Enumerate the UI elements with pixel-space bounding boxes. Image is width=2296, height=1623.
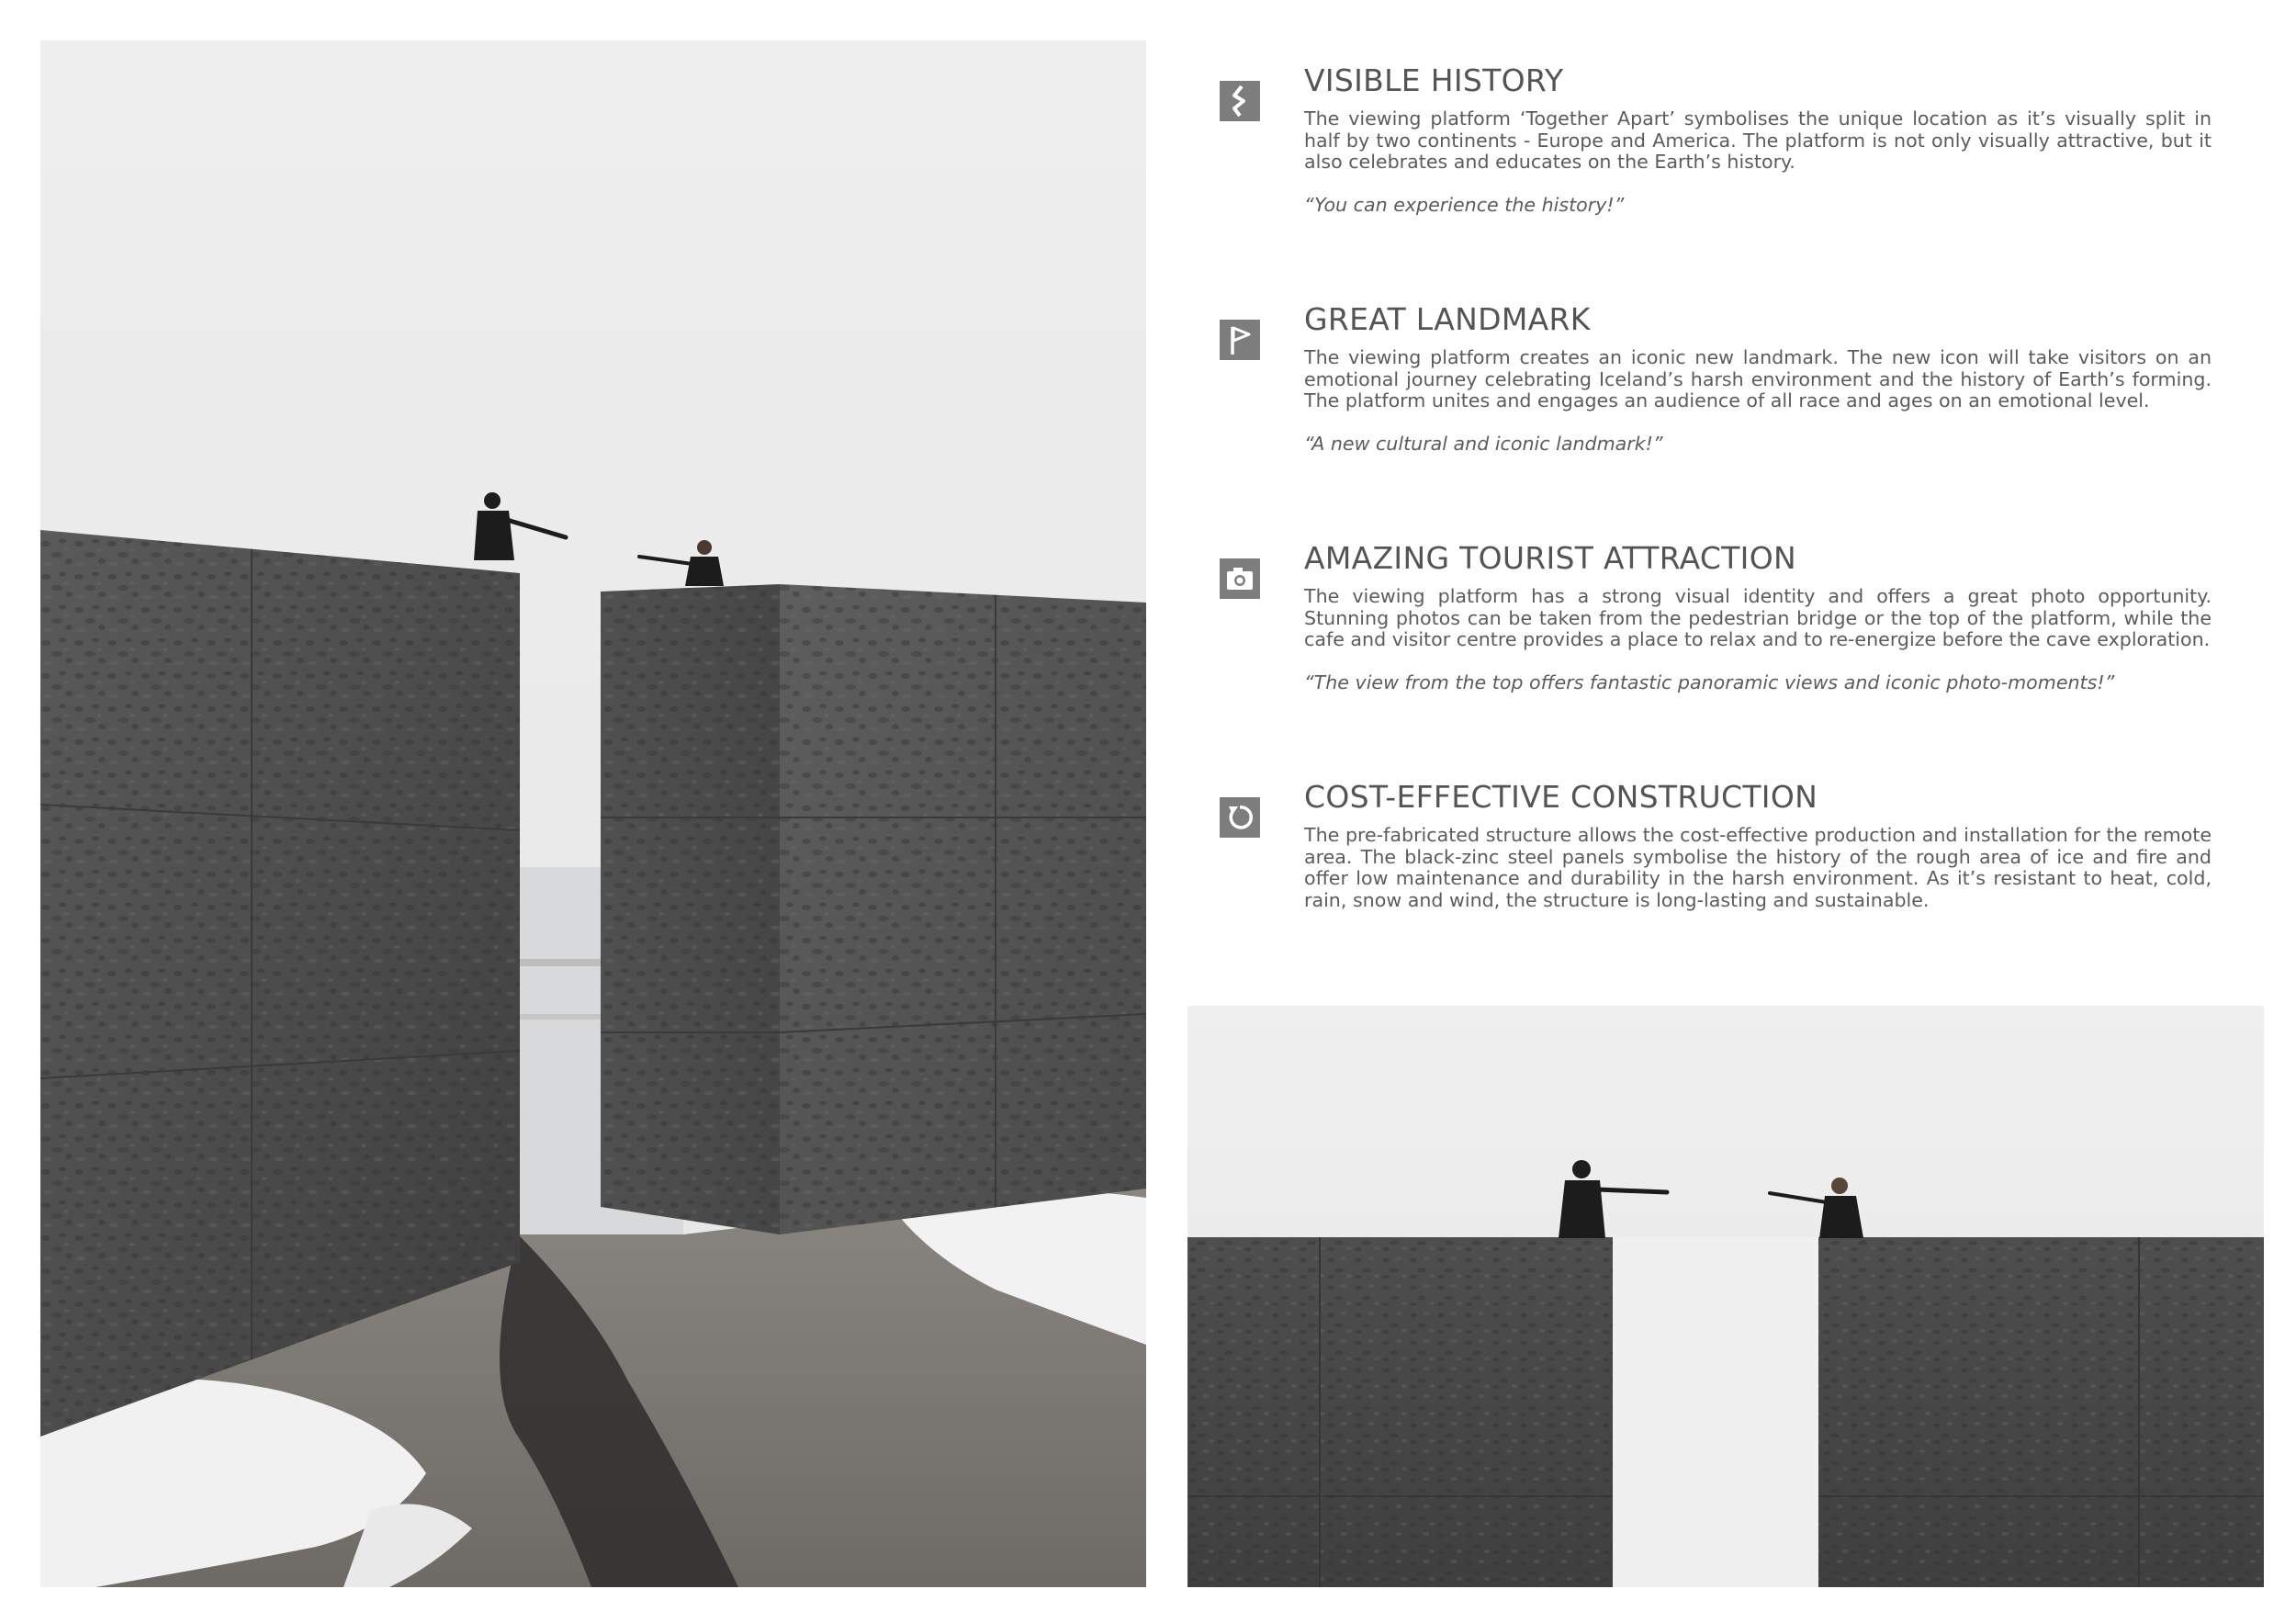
section-text: The viewing platform ‘Together Apart’ symbolises the unique location as it’s visually split in half by two continents - Europe and America. The platform is not only visually attractive, but it also celebrates and educates on the Earth’s history. bbox=[1304, 107, 2212, 173]
cycle-arrow-icon bbox=[1220, 797, 1260, 838]
flag-icon bbox=[1220, 320, 1260, 360]
camera-icon bbox=[1220, 558, 1260, 599]
section-text: The viewing platform has a strong visual identity and offers a great photo opportunity. Stunning photos can be taken from the pedestrian bridge or the top of the platform, while the cafe and visitor centre provides a place to relax and to re-energize before the cave exploration. bbox=[1304, 585, 2212, 650]
section-quote: “The view from the top offers fantastic panoramic views and iconic photo-moments!” bbox=[1304, 671, 2115, 693]
section-title: VISIBLE HISTORY bbox=[1304, 62, 1564, 98]
section-title: GREAT LANDMARK bbox=[1304, 301, 1591, 337]
section-title: COST-EFFECTIVE CONSTRUCTION bbox=[1304, 779, 1818, 815]
section-quote: “You can experience the history!” bbox=[1304, 193, 1625, 216]
section-title: AMAZING TOURIST ATTRACTION bbox=[1304, 540, 1796, 576]
platform-elevation-render bbox=[1187, 1006, 2264, 1587]
section-text: The viewing platform creates an iconic new landmark. The new icon will take visitors on an emotional journey celebrating Iceland’s harsh environment and the history of Earth’s forming. The platform unites and engages an audience of all race and ages on an emotional level. bbox=[1304, 346, 2212, 411]
section-quote: “A new cultural and iconic landmark!” bbox=[1304, 432, 1663, 455]
broken-split-icon bbox=[1220, 81, 1260, 121]
section-text: The pre-fabricated structure allows the cost-effective production and installation for the remote area. The black-zinc steel panels symbolise the history of the rough area of ice and fire and offer low maintenance and durability in the harsh environment. As it’s resistant to heat, cold, rain, snow and wind, the structure is long-lasting and sustainable. bbox=[1304, 824, 2212, 911]
platform-perspective-render bbox=[40, 40, 1146, 1587]
